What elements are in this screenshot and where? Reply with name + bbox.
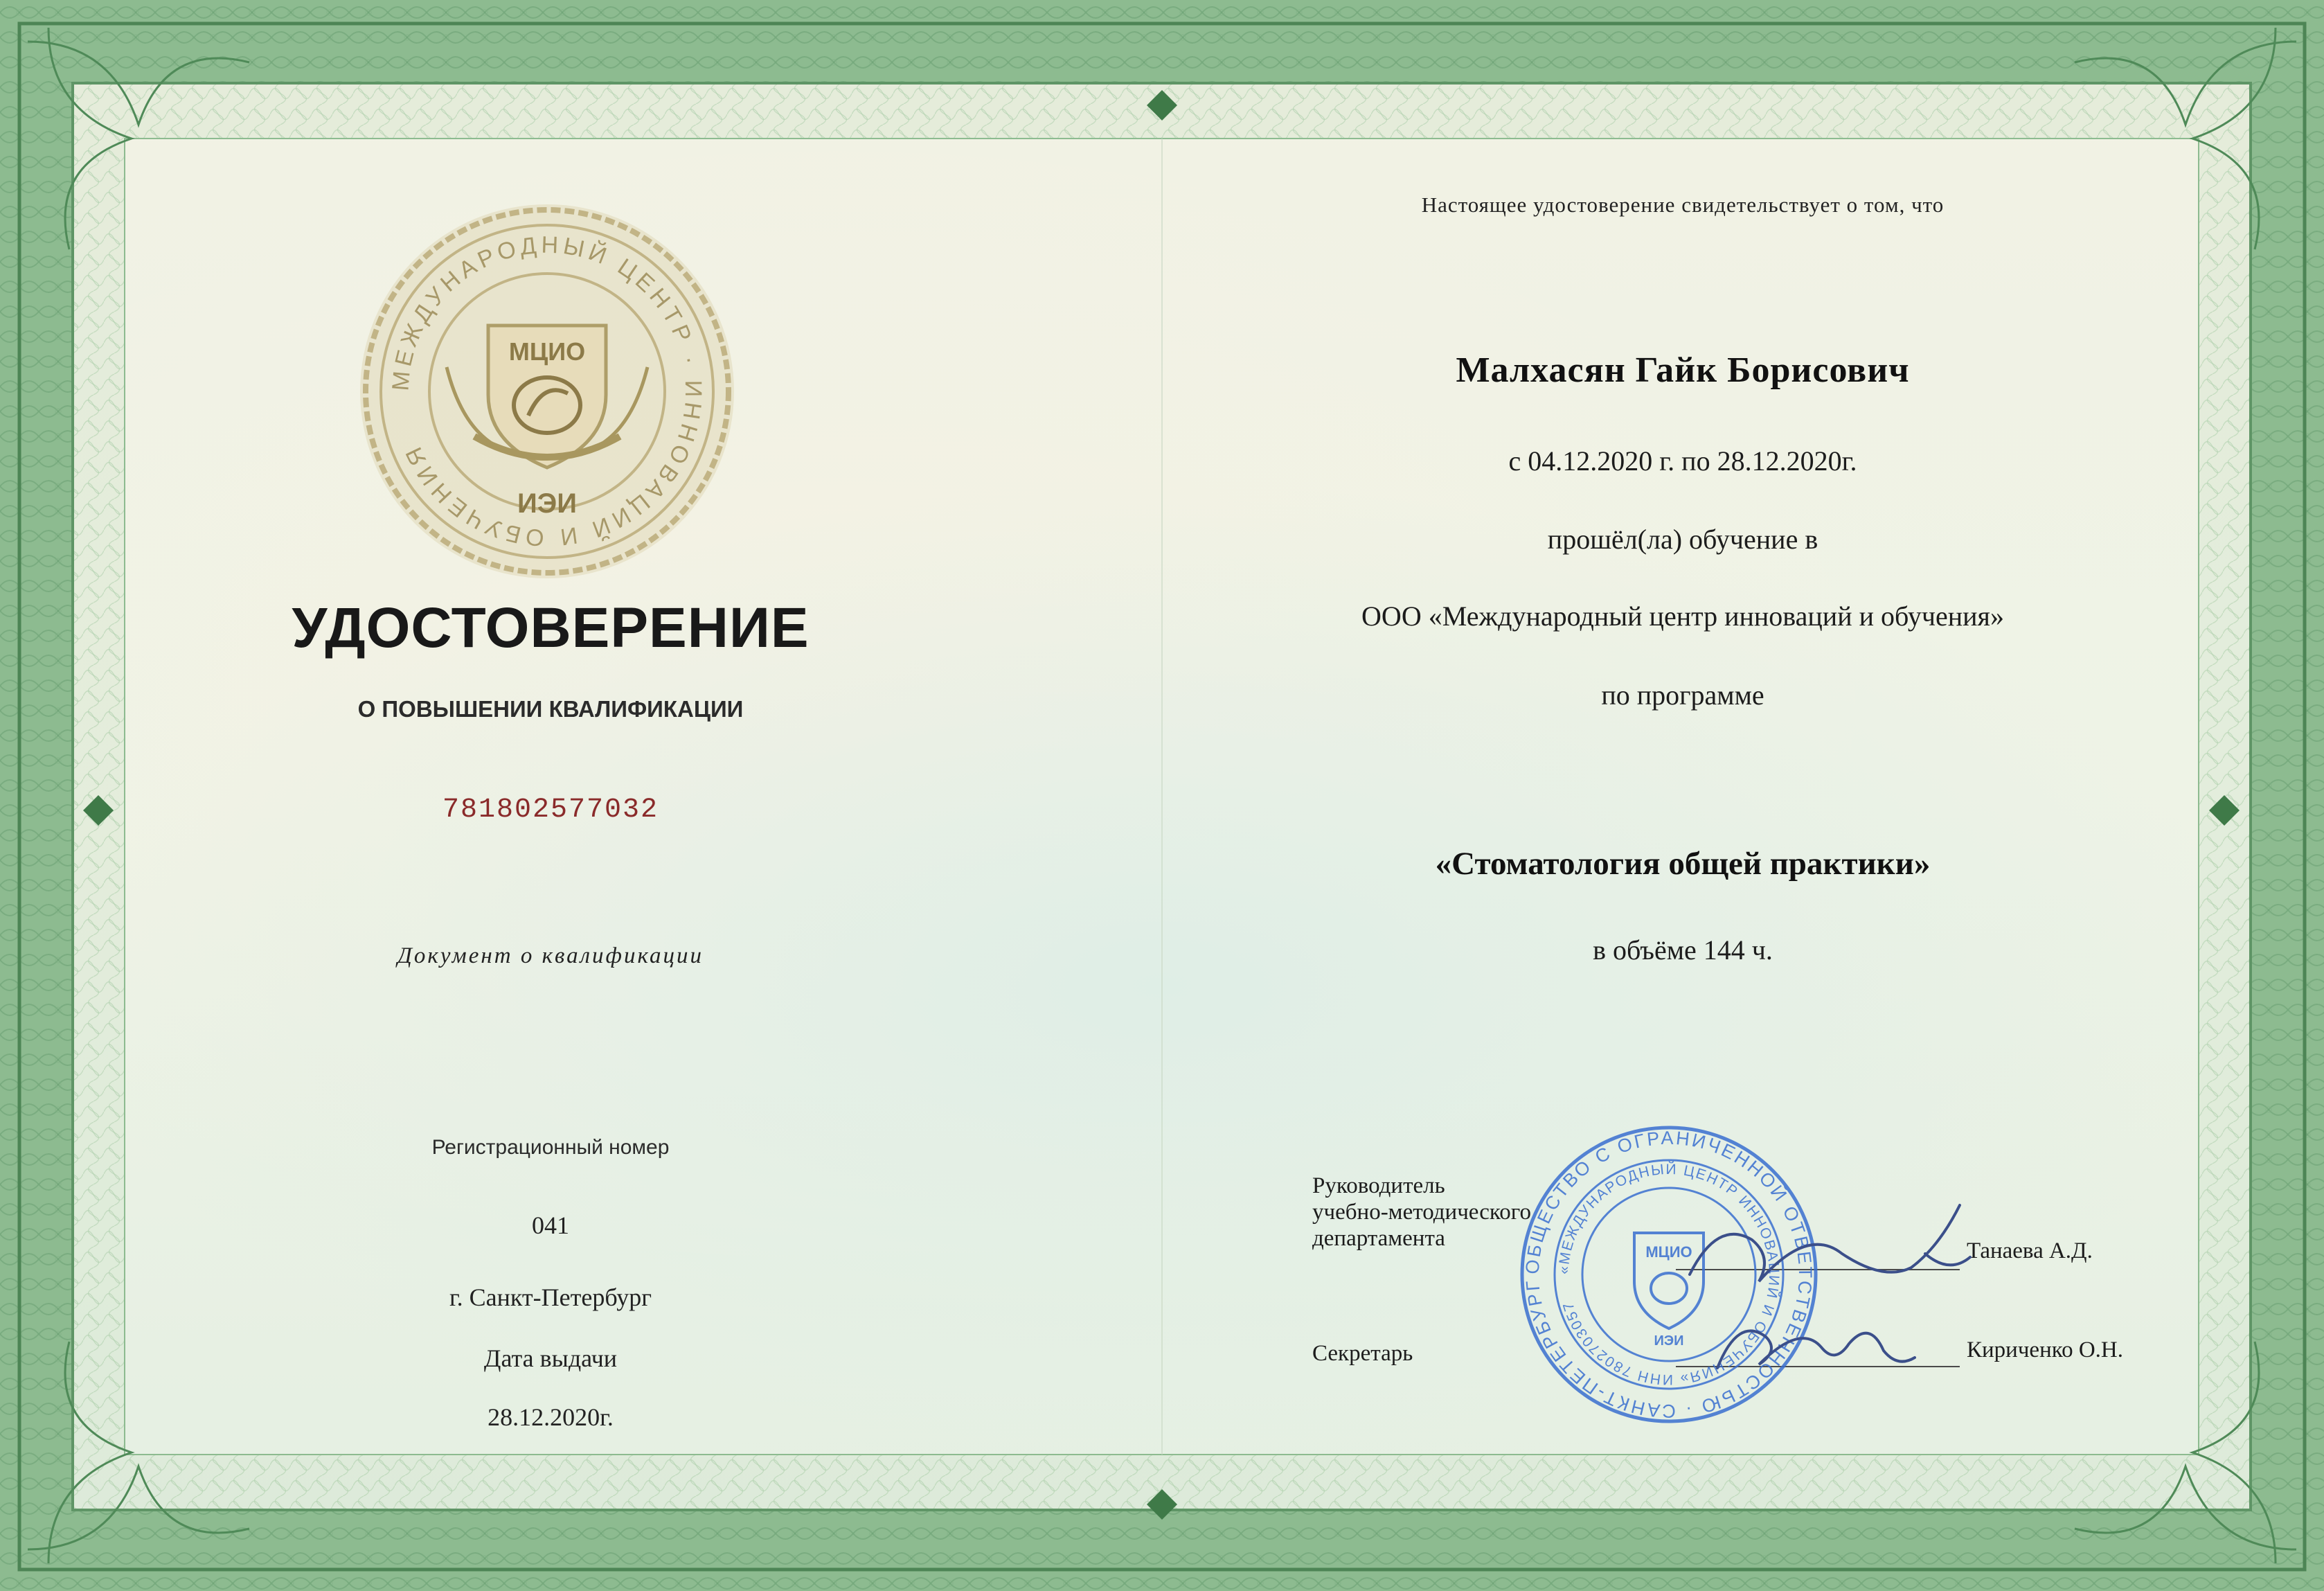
signature-tanaeva [1676,1191,1981,1295]
position-line: департамента [1312,1226,1445,1251]
certificate-subtitle: О ПОВЫШЕНИИ КВАЛИФИКАЦИИ [357,696,744,722]
registration-number: 041 [532,1211,569,1239]
program-name: «Стоматология общей практики» [1435,846,1931,882]
program-volume: в объёме 144 ч. [1593,934,1773,966]
certificate-title: УДОСТОВЕРЕНИЕ [292,596,810,659]
organization-name: ООО «Международный центр инноваций и обучения» [1361,601,2004,632]
svg-text:ИЭИ: ИЭИ [517,488,577,519]
signatory-position [1312,1340,1520,1367]
signatory-name: Танаева А.Д. [1967,1238,2093,1263]
serial-number: 781802577032 [442,794,659,826]
program-label: по программе [1601,679,1764,711]
holder-name: Малхасян Гайк Борисович [1456,350,1910,390]
training-period: с 04.12.2020 г. по 28.12.2020г. [1508,445,1857,477]
completed-training: прошёл(ла) обучение в [1547,524,1818,555]
signature-kirichenko [1704,1309,1925,1378]
emblem-seal [343,194,751,589]
registration-label: Регистрационный номер [431,1136,670,1159]
svg-text:МЕЖДУНАРОДНЫЙ ЦЕНТР · ИННОВАЦИ: МЕЖДУНАРОДНЫЙ ЦЕНТР · ИННОВАЦИЙ И ОБУЧЕНИЯ [387,231,707,551]
svg-text:ОБЩЕСТВО С ОГРАНИЧЕННОЙ ОТВЕТС: ОБЩЕСТВО С ОГРАНИЧЕННОЙ ОТВЕТСТВЕННОСТЬЮ · САНКТ-ПЕТЕРБУРГ [1521,1127,1816,1422]
position-line: Секретарь [1312,1341,1413,1366]
document-type: Документ о квалификации [397,943,704,968]
svg-text:МЦИО: МЦИО [1645,1243,1692,1261]
svg-text:ИЭИ: ИЭИ [1654,1333,1684,1349]
issue-date-label: Дата выдачи [483,1344,618,1372]
issue-city: г. Санкт-Петербург [449,1283,652,1311]
position-line: учебно-методического [1312,1200,1531,1225]
signatory-name: Кириченко О.Н. [1967,1337,2124,1362]
position-line: Руководитель [1312,1173,1445,1198]
certificate-intro: Настоящее удостоверение свидетельствует о том, что [1421,193,1945,217]
svg-text:МЦИО: МЦИО [508,337,586,366]
svg-text:«МЕЖДУНАРОДНЫЙ ЦЕНТР ИННОВАЦИЙ: «МЕЖДУНАРОДНЫЙ ЦЕНТР ИННОВАЦИЙ И ОБУЧЕНИЯ» ИНН 7802703057 [1555,1161,1782,1388]
issue-date: 28.12.2020г. [488,1403,614,1431]
